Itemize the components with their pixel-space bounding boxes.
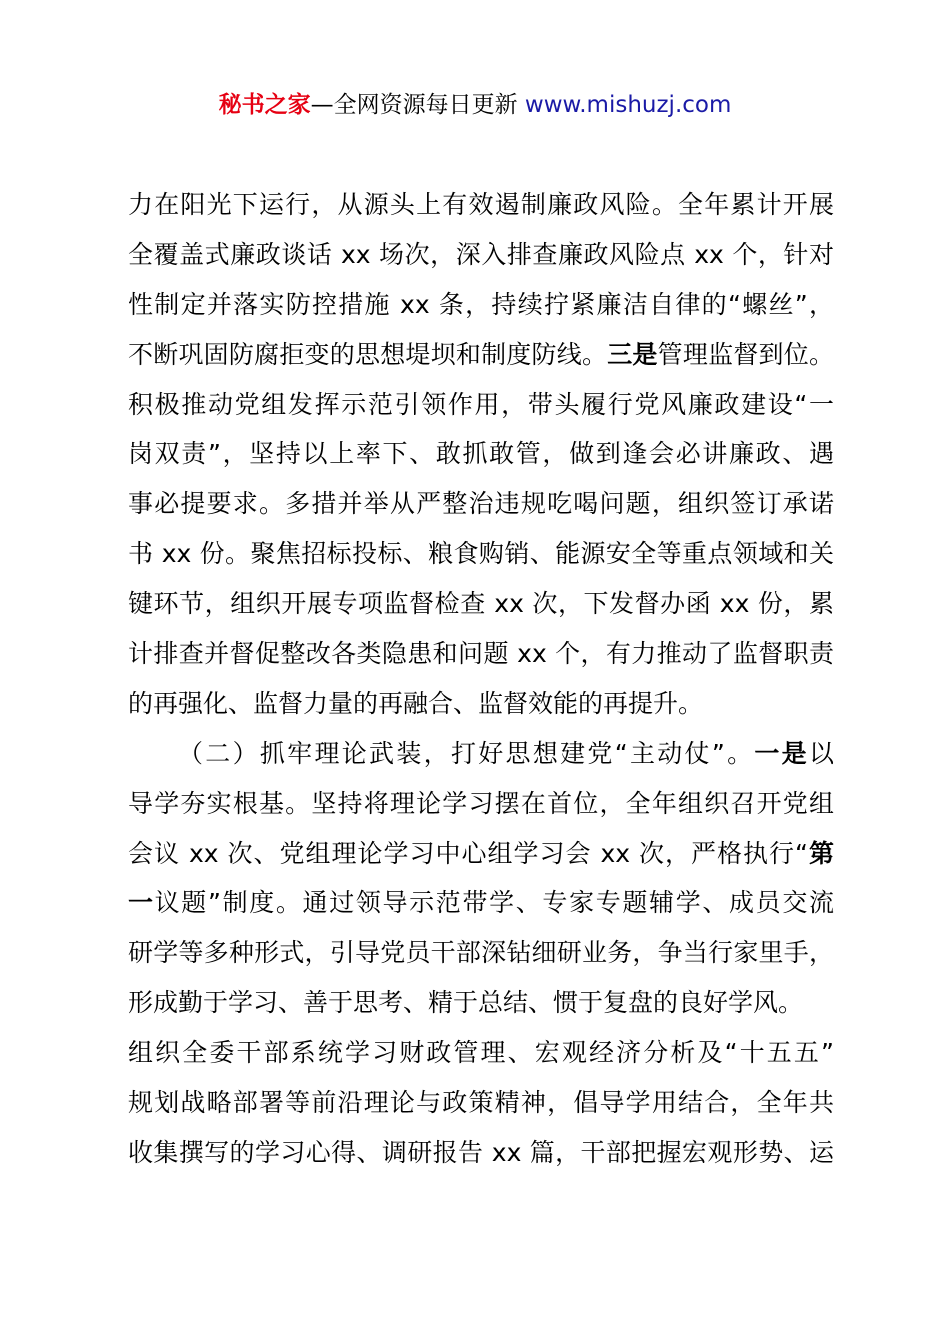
text-segment: 以	[808, 738, 834, 768]
text-line	[128, 1128, 834, 1178]
text-line	[128, 230, 834, 280]
header-slogan: —全网资源每日更新	[310, 92, 525, 118]
text-line	[128, 1078, 834, 1128]
text-line	[128, 829, 834, 879]
text-segment: 组织全委干部系统学习财政管理、宏观经济分析及“十五五”	[128, 1038, 834, 1068]
text-segment: 岗双责”，坚持以上率下、敢抓敢管，做到逢会必讲廉政、遇	[128, 439, 834, 469]
text-segment: 研学等多种形式，引导党员干部深钻细研业务，争当行家里手，	[128, 938, 834, 968]
text-segment: 形成勤于学习、善于思考、精于总结、惯于复盘的良好学风。	[128, 988, 804, 1018]
bold-text-segment: 一	[128, 888, 155, 918]
bold-text-segment: 第	[807, 838, 834, 868]
text-line	[128, 729, 834, 779]
text-line	[128, 280, 834, 330]
text-segment: （二）抓牢理论武装，打好思想建党“主动仗”。	[178, 738, 755, 768]
text-segment: 全覆盖式廉政谈话 xx 场次，深入排查廉政风险点 xx 个，针对	[128, 239, 834, 269]
text-line	[128, 479, 834, 529]
text-segment: 计排查并督促整改各类隐患和问题 xx 个，有力推动了监督职责	[128, 639, 834, 669]
header-url[interactable]: www.mishuzj.com	[524, 92, 732, 118]
brand-name: 秘书之家	[218, 92, 311, 118]
text-line	[128, 529, 834, 579]
text-line	[128, 629, 834, 679]
text-line	[128, 679, 834, 729]
text-line	[128, 1028, 834, 1078]
text-segment: 的再强化、监督力量的再融合、监督效能的再提升。	[128, 688, 704, 718]
text-segment: 积极推动党组发挥示范引领作用，带头履行党风廉政建设“一	[128, 389, 834, 419]
text-segment: 导学夯实根基。坚持将理论学习摆在首位，全年组织召开党组	[128, 788, 834, 818]
text-line	[128, 330, 834, 380]
text-line	[128, 380, 834, 430]
text-segment: 规划战略部署等前沿理论与政策精神，倡导学用结合，全年共	[128, 1088, 834, 1118]
text-line	[128, 180, 834, 230]
text-segment: 事必提要求。多措并举从严整治违规吃喝问题，组织签订承诺	[128, 489, 834, 519]
text-segment: 键环节，组织开展专项监督检查 xx 次，下发督办函 xx 份，累	[128, 589, 834, 619]
page-header	[0, 88, 950, 122]
text-segment: 收集撰写的学习心得、调研报告 xx 篇，干部把握宏观形势、运	[128, 1137, 834, 1167]
bold-text-segment: 三是	[607, 339, 658, 369]
text-segment: 会议 xx 次、党组理论学习中心组学习会 xx 次，严格执行“	[128, 838, 808, 868]
text-segment: 性制定并落实防控措施 xx 条，持续拧紧廉洁自律的“螺丝”，	[128, 289, 834, 319]
text-segment: 书 xx 份。聚焦招标投标、粮食购销、能源安全等重点领域和关	[128, 539, 834, 569]
text-segment: 不断巩固防腐拒变的思想堤坝和制度防线。	[128, 339, 608, 369]
text-line	[128, 429, 834, 479]
text-segment: 力在阳光下运行，从源头上有效遏制廉政风险。全年累计开展	[128, 190, 834, 219]
bold-text-segment: 一是	[754, 738, 809, 768]
document-body	[128, 180, 834, 1178]
text-line	[128, 779, 834, 829]
text-line	[128, 878, 834, 928]
text-line	[128, 579, 834, 629]
text-line	[128, 928, 834, 978]
text-line	[128, 978, 834, 1028]
text-segment: 议题”制度。通过领导示范带学、专家专题辅学、成员交流	[154, 888, 834, 918]
text-segment: 管理监督到位。	[657, 339, 834, 369]
